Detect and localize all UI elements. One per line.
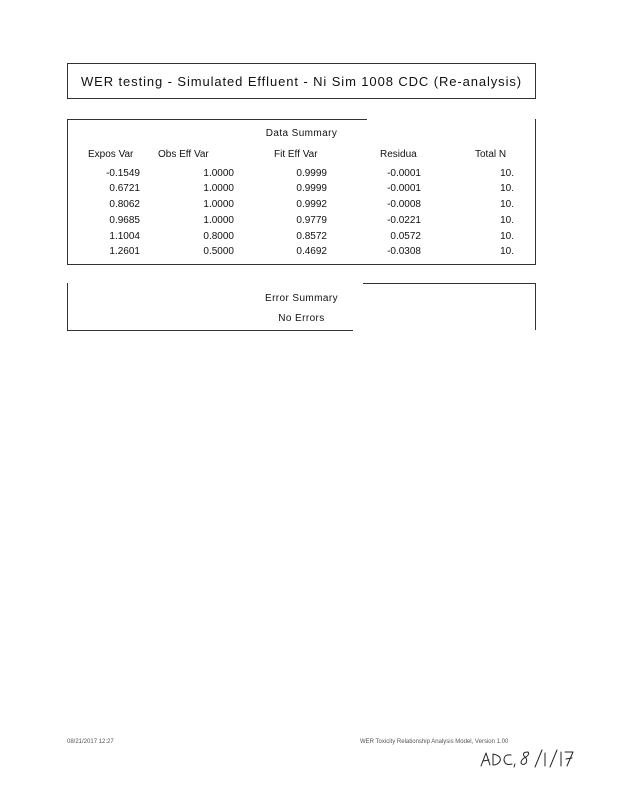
cell-residual: -0.0008 <box>387 199 421 210</box>
cell-residual: -0.0001 <box>387 183 421 194</box>
column-header-obs-eff-var: Obs Eff Var <box>158 149 209 160</box>
error-summary-message: No Errors <box>278 313 325 324</box>
cell-obs-eff-var: 1.0000 <box>203 183 234 194</box>
cell-total-n: 10. <box>500 215 514 226</box>
cell-fit-eff-var: 0.8572 <box>296 231 327 242</box>
cell-total-n: 10. <box>500 199 514 210</box>
cell-obs-eff-var: 0.5000 <box>203 246 234 257</box>
footer-timestamp: 08/21/2017 12:27 <box>67 739 114 745</box>
cell-expos-var: 1.1004 <box>109 231 140 242</box>
cell-fit-eff-var: 0.4692 <box>296 246 327 257</box>
handwritten-signature <box>478 744 588 779</box>
cell-residual: 0.0572 <box>390 231 421 242</box>
cell-residual: -0.0001 <box>387 168 421 179</box>
cell-expos-var: 0.6721 <box>109 183 140 194</box>
cell-expos-var: -0.1549 <box>106 168 140 179</box>
column-header-residual: Residua <box>380 149 417 160</box>
error-summary-section <box>67 283 536 330</box>
cell-expos-var: 0.8062 <box>109 199 140 210</box>
cell-obs-eff-var: 0.8000 <box>203 231 234 242</box>
cell-expos-var: 1.2601 <box>109 246 140 257</box>
cell-residual: -0.0221 <box>387 215 421 226</box>
cell-fit-eff-var: 0.9779 <box>296 215 327 226</box>
error-summary-heading: Error Summary <box>265 293 338 304</box>
cell-fit-eff-var: 0.9992 <box>296 199 327 210</box>
cell-total-n: 10. <box>500 246 514 257</box>
column-header-fit-eff-var: Fit Eff Var <box>274 149 318 160</box>
cell-residual: -0.0308 <box>387 246 421 257</box>
cell-total-n: 10. <box>500 231 514 242</box>
cell-expos-var: 0.9685 <box>109 215 140 226</box>
cell-total-n: 10. <box>500 183 514 194</box>
footer-program-info: WER Toxicity Relationship Analysis Model, Version 1.00 <box>360 739 509 745</box>
column-header-total-n: Total N <box>475 149 507 160</box>
cell-obs-eff-var: 1.0000 <box>203 168 234 179</box>
cell-obs-eff-var: 1.0000 <box>203 215 234 226</box>
signature-drawing <box>478 744 588 774</box>
cell-obs-eff-var: 1.0000 <box>203 199 234 210</box>
column-header-expos-var: Expos Var <box>88 149 134 160</box>
data-summary-heading: Data Summary <box>265 128 338 139</box>
cell-fit-eff-var: 0.9999 <box>296 183 327 194</box>
title-box <box>67 63 536 99</box>
error-summary-bottom-rule <box>67 330 353 331</box>
cell-total-n: 10. <box>500 168 514 179</box>
cell-fit-eff-var: 0.9999 <box>296 168 327 179</box>
data-summary-section <box>67 119 536 265</box>
page-title: WER testing - Simulated Effluent - Ni Sim 1008 CDC (Re-analysis) <box>81 73 522 89</box>
